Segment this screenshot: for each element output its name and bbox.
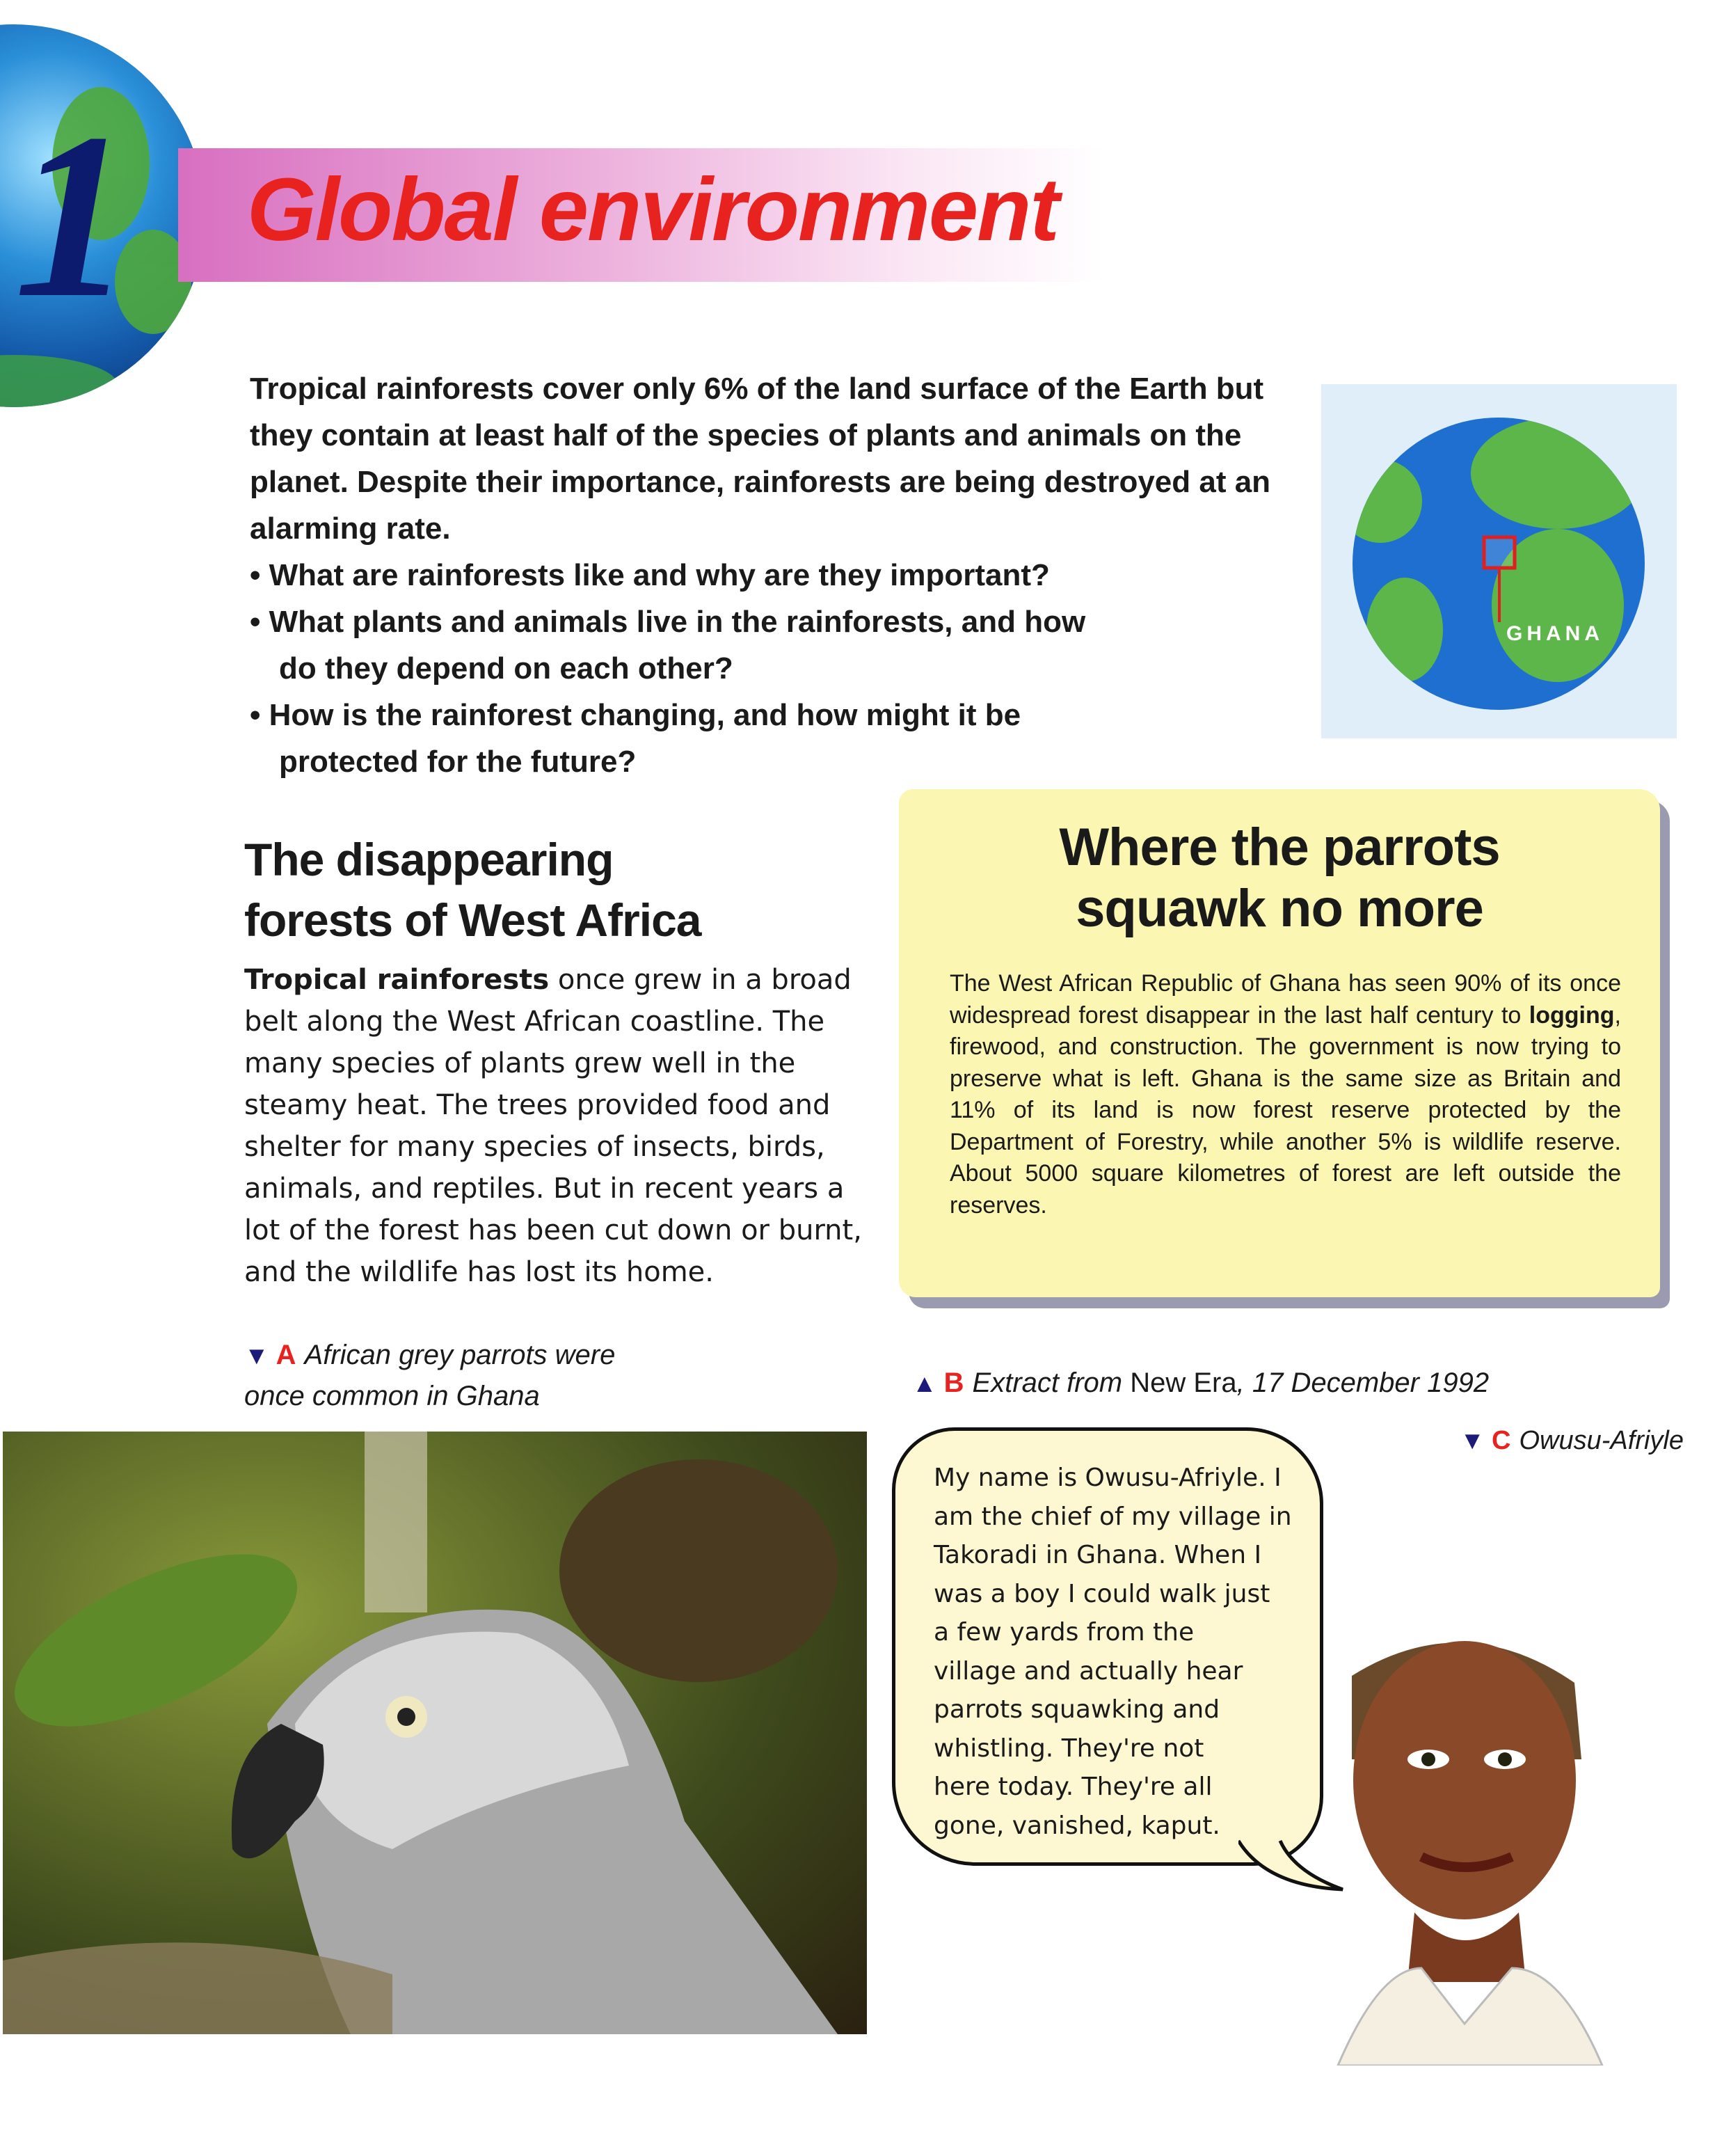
ghana-label: GHANA (1506, 622, 1604, 645)
parrot-photo (3, 1432, 867, 2034)
heading-line: forests of West Africa (244, 894, 701, 946)
intro-bullet: • What plants and animals live in the rainforests, and how do they depend on each other? (250, 605, 1086, 685)
intro (250, 365, 1293, 785)
caption-b: ▲ B Extract from New Era, 17 December 1992 (912, 1363, 1489, 1404)
news-heading: Where the parrots squawk no more (1059, 818, 1500, 938)
earth-globe-icon (1321, 384, 1677, 738)
section-heading (244, 830, 701, 951)
triangle-up-icon: ▲ (912, 1369, 937, 1397)
news-extract-box (899, 789, 1660, 1297)
key-term: logging (1529, 1001, 1615, 1029)
key-term: Tropical rainforests (244, 964, 550, 996)
marker-line (1498, 569, 1501, 622)
owusu-afriyle-illustration (1310, 1578, 1619, 2066)
caption-c: ▼ C Owusu-Afriyle (1460, 1420, 1684, 1461)
intro-bullet: • What are rainforests like and why are they important? (250, 558, 1050, 592)
intro-bullet: • How is the rainforest changing, and how might it be protected for the future? (250, 698, 1021, 779)
intro-paragraph: Tropical rainforests cover only 6% of the land surface of the Earth but they contain at least half of the species of plants and animals on the planet. Despite their importance, rainforests are being destroyed at an alarming rate. (250, 372, 1271, 546)
section-body (244, 959, 870, 1293)
caption-a: ▼ A African grey parrots were once common in Ghana (244, 1335, 615, 1417)
ghana-locator-map (1321, 384, 1677, 738)
body-text: once grew in a broad belt along the West African coastline. The many species of plants grew well in the steamy heat. The trees provided food and shelter for many species of insects, birds, animals, and reptiles. But in recent years a lot of the forest has been cut down or burnt, and the wildlife has lost its home. (244, 964, 862, 1288)
page-title: Global environment (247, 160, 1058, 260)
triangle-down-icon: ▼ (1460, 1426, 1485, 1454)
triangle-down-icon: ▼ (244, 1341, 269, 1370)
speech-bubble (892, 1427, 1323, 1866)
ghana-marker (1484, 537, 1515, 568)
chapter-number: 1 (14, 84, 132, 347)
news-text: The West African Republic of Ghana has seen 90% of its once widespread forest disappear in the last half century to logging, firewood, and construction. The government is now trying to preserve what is left. Ghana is the same size as Britain and 11% of its land is now forest reserve protected by the Department of Forestry, while another 5% is wildlife reserve. About 5000 square kilometres of forest are left outside the reserves. (950, 970, 1621, 1219)
heading-line: The disappearing (244, 834, 614, 885)
speech-text: My name is Owusu-Afriyle. I am the chief of my village in Takoradi in Ghana. When I was a boy I could walk just a few yards from the village and actually hear parrots squawking and whistling. They're not here today. They're all gone, vanished, kaput. (934, 1464, 1292, 1840)
